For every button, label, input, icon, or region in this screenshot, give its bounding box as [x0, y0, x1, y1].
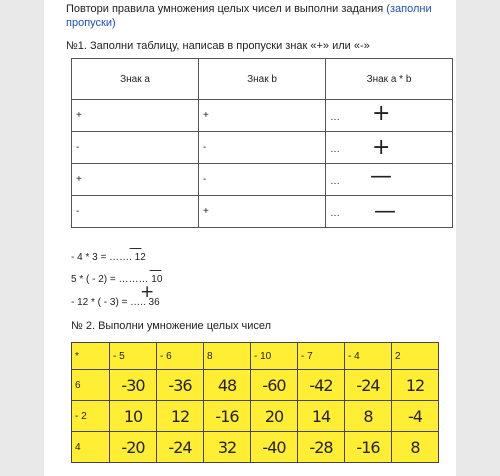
answer-cell[interactable]: -36	[157, 370, 204, 401]
answer-cell[interactable]: -60	[251, 370, 298, 401]
answer-cell[interactable]: -42	[298, 370, 345, 401]
sign-a: -	[72, 196, 199, 228]
header-sign-ab: Знак a * b	[326, 59, 453, 100]
expression-3: - 12 * ( - 3) = ….. 36	[71, 297, 160, 308]
answer-cell[interactable]: -28	[298, 432, 345, 463]
table-row	[72, 100, 453, 132]
answer-cell[interactable]: 12	[392, 370, 439, 401]
sign-ab-cell[interactable]	[326, 196, 453, 228]
sign-b: -	[199, 164, 326, 196]
handwritten-sign: —	[149, 263, 162, 278]
answer-cell[interactable]: -16	[204, 401, 251, 432]
answer-cell[interactable]: 10	[110, 401, 157, 432]
sign-ab-cell[interactable]	[326, 132, 453, 164]
task1-title: №1. Заполни таблицу, написав в пропуски знак «+» или «-»	[66, 40, 370, 52]
dots: …	[330, 144, 340, 155]
mult-header-cell: 8	[204, 343, 251, 370]
answer-cell[interactable]: -4	[392, 401, 439, 432]
expression-1: - 4 * 3 = ……. 12	[71, 252, 146, 263]
answer-cell[interactable]: -16	[345, 432, 392, 463]
table-row	[72, 432, 439, 463]
intro-text	[66, 2, 446, 30]
mult-corner: *	[72, 343, 110, 370]
answer-cell[interactable]: 8	[392, 432, 439, 463]
intro-instruction: Повтори правила умножения целых чисел и выполни задания	[66, 3, 384, 15]
mult-header-cell: 2	[392, 343, 439, 370]
sign-a: +	[72, 100, 199, 132]
handwritten-answer: +	[372, 101, 391, 126]
handwritten-answer: —	[374, 199, 396, 224]
mult-header-cell: - 4	[345, 343, 392, 370]
mult-header-cell: - 5	[110, 343, 157, 370]
sign-ab-cell[interactable]	[326, 164, 453, 196]
sign-b: -	[199, 132, 326, 164]
answer-cell[interactable]: -40	[251, 432, 298, 463]
sign-table-header	[72, 59, 453, 100]
handwritten-sign: —	[129, 241, 142, 256]
answer-cell[interactable]: -24	[345, 370, 392, 401]
dots: …	[330, 208, 340, 219]
sign-ab-cell[interactable]	[326, 100, 453, 132]
task2-title: № 2. Выполни умножение целых чисел	[71, 320, 272, 332]
intro-link[interactable]: (заполни пропуски)	[66, 3, 432, 29]
row-label: - 2	[72, 401, 110, 432]
header-sign-a: Знак a	[72, 59, 199, 100]
answer-cell[interactable]: 8	[345, 401, 392, 432]
answer-cell[interactable]: -20	[110, 432, 157, 463]
mult-header-cell: - 7	[298, 343, 345, 370]
dots: …	[330, 112, 340, 123]
table-row	[72, 401, 439, 432]
answer-cell[interactable]: 48	[204, 370, 251, 401]
mult-header-cell: - 6	[157, 343, 204, 370]
table-row	[72, 164, 453, 196]
table-row	[72, 196, 453, 228]
mult-header-row	[72, 343, 439, 370]
sign-a: -	[72, 132, 199, 164]
sign-b: +	[199, 100, 326, 132]
answer-cell[interactable]: -30	[110, 370, 157, 401]
answer-cell[interactable]: 12	[157, 401, 204, 432]
header-sign-b: Знак b	[199, 59, 326, 100]
answer-cell[interactable]: 14	[298, 401, 345, 432]
expression-2: 5 * ( - 2) = ……… 10	[71, 274, 163, 285]
answer-cell[interactable]: 20	[251, 401, 298, 432]
sign-table	[71, 58, 453, 228]
row-label: 4	[72, 432, 110, 463]
row-label: 6	[72, 370, 110, 401]
multiplication-table	[71, 342, 439, 463]
sign-a: +	[72, 164, 199, 196]
handwritten-sign: +	[140, 282, 155, 302]
answer-cell[interactable]: -24	[157, 432, 204, 463]
handwritten-answer: —	[370, 164, 392, 189]
table-row	[72, 370, 439, 401]
sign-b: +	[199, 196, 326, 228]
dots: …	[330, 176, 340, 187]
answer-cell[interactable]: 32	[204, 432, 251, 463]
mult-header-cell: - 10	[251, 343, 298, 370]
worksheet-page	[44, 0, 456, 476]
handwritten-answer: +	[372, 135, 391, 160]
table-row	[72, 132, 453, 164]
